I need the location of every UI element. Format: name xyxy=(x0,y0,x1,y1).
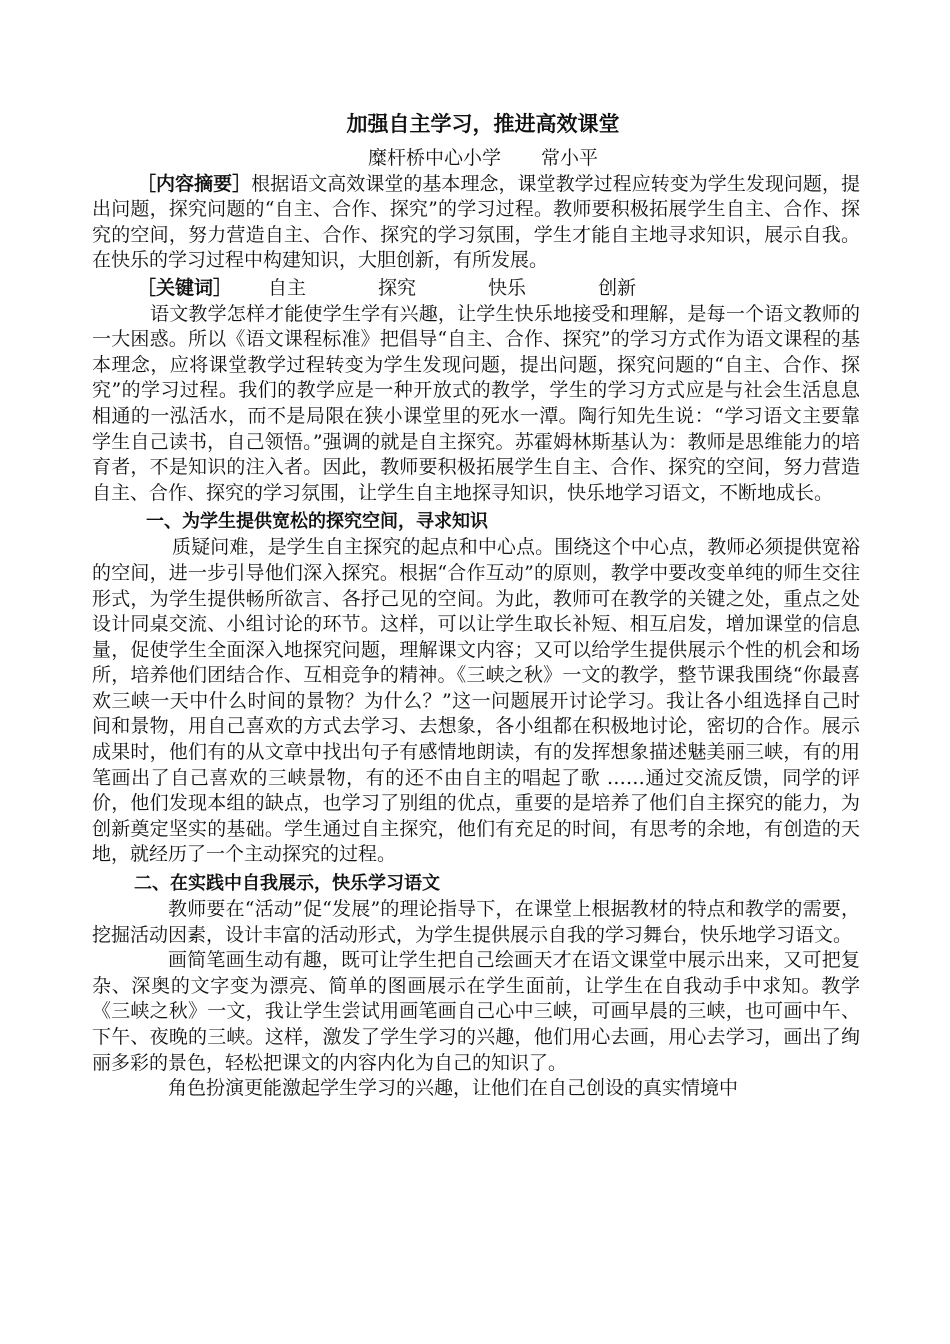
author-school: 糜杆桥中心小学 xyxy=(367,147,501,169)
section-1-paragraph: 质疑问难，是学生自主探究的起点和中心点。围绕这个中心点，教师必须提供宽裕的空间，进一步引导他们深入探究。根据“合作互动”的原则，教学中要改变单纯的师生交往形式，为学生提供畅所欲言、各抒己见的空间。为此，教师可在教学的关键之处，重点之处设计同桌交流、小组讨论的环节。这样，可以让学生取长补短、相互启发，增加课堂的信息量，促使学生全面深入地探究问题，理解课文内容；又可以给学生提供展示个性的机会和场所，培养他们团结合作、互相竞争的精神。《三峡之秋》一文的教学，整节课我围绕“你最喜欢三峡一天中什么时间的景物？为什么？”这一问题展开讨论学习。我让各小组选择自己时间和景物，用自己喜欢的方式去学习、去想象，各小组都在积极地讨论，密切的合作。展示成果时，他们有的从文章中找出句子有感情地朗读，有的发挥想象描述魅美丽三峡，有的用笔画出了自己喜欢的三峡景物，有的还不由自主的唱起了歌 ……通过交流反馈，同学的评价，他们发现本组的缺点，也学习了别组的优点，重要的是培养了他们自主探究的能力，为创新奠定坚实的基础。学生通过自主探究，他们有充足的时间，有思考的余地，有创造的天地，就经历了一个主动探究的过程。 xyxy=(92,536,860,866)
author-name: 常小平 xyxy=(541,147,599,169)
document-title: 加强自主学习，推进高效课堂 xyxy=(346,112,620,136)
section-2-paragraph-3: 角色扮演更能激起学生学习的兴趣，让他们在自己创设的真实情境中 xyxy=(168,1077,739,1100)
keywords-line xyxy=(92,276,860,302)
document-page xyxy=(92,108,860,1102)
keywords-label: ［关键词］ xyxy=(137,276,233,299)
abstract-text: 根据语文高效课堂的基本理念，课堂教学过程应转变为学生发现问题，提出问题，探究问题的“自主、合作、探究”的学习过程。教师要积极拓展学生自主、合作、探究的空间，努力营造自主、合作、探究的学习氛围，学生才能自主地寻求知识，展示自我。在快乐的学习过程中构建知识，大胆创新，有所发展。 xyxy=(92,172,860,272)
section-2-paragraph-2: 画简笔画生动有趣，既可让学生把自己绘画天才在语文课堂中展示出来，又可把复杂、深奥的文字变为漂亮、简单的图画展示在学生面前，让学生在自我动手中求知。教学《三峡之秋》一文，我让学生尝试用画笔画自己心中三峡，可画早晨的三峡，也可画中午、下午、夜晚的三峡。这样，激发了学生学习的兴趣，他们用心去画，用心去学习，画出了绚丽多彩的景色，轻松把课文的内容内化为自己的知识了。 xyxy=(92,949,860,1074)
keyword: 自主 xyxy=(268,276,307,299)
keyword: 快乐 xyxy=(488,276,527,299)
intro-paragraph: 语文教学怎样才能使学生学有兴趣，让学生快乐地接受和理解，是每一个语文教师的一大困惑。所以《语文课程标准》把倡导“自主、合作、探究”的学习方式作为语文课程的基本理念，应将课堂教学过程转变为学生发现问题，提出问题，探究问题的“自主、合作、探究”的学习过程。我们的教学应是一种开放式的教学，学生的学习方式应是与社会生活息息相通的一泓活水，而不是局限在狭小课堂里的死水一潭。陶行知先生说：“学习语文主要靠学生自己读书，自己领悟。”强调的就是自主探究。苏霍姆林斯基认为：教师是思维能力的培育者，不是知识的注入者。因此，教师要积极拓展学生自主、合作、探究的空间，努力营造自主、合作、探究的学习氛围，让学生自主地探寻知识，快乐地学习语文，不断地成长。 xyxy=(92,302,860,504)
section-heading-1: 一、为学生提供宽松的探究空间，寻求知识 xyxy=(146,511,488,533)
keyword: 探究 xyxy=(378,276,417,299)
author-line xyxy=(92,146,860,172)
keyword: 创新 xyxy=(598,276,637,299)
abstract-label: ［内容摘要］ xyxy=(137,172,252,195)
section-heading-2: 二、在实践中自我展示，快乐学习语文 xyxy=(134,873,440,895)
abstract-paragraph xyxy=(92,172,860,274)
section-2-paragraph-1: 教师要在“活动”促“发展”的理论指导下，在课堂上根据教材的特点和教学的需要，挖掘活动因素，设计丰富的活动形式，为学生提供展示自我的学习舞台，快乐地学习语文。 xyxy=(92,898,860,946)
